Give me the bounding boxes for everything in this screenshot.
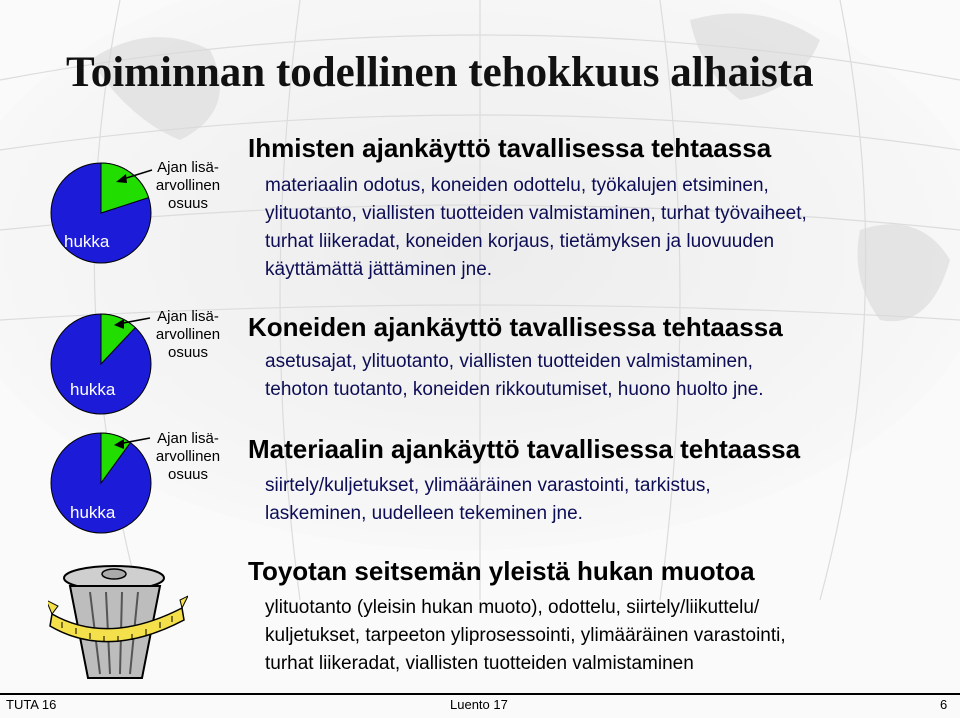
pie-waste-label: hukka — [64, 232, 110, 251]
section-body-materials: siirtely/kuljetukset, ylimääräinen varastointi, tarkistus, laskeminen, uudelleen tekeminen jne. — [265, 475, 711, 524]
section-heading-toyota: Toyotan seitsemän yleistä hukan muotoa — [248, 556, 755, 586]
value-added-callout: Ajan lisä- arvollinen osuus — [155, 159, 221, 212]
section-heading-people: Ihmisten ajankäyttö tavallisessa tehtaassa — [248, 133, 772, 163]
section-heading-materials: Materiaalin ajankäyttö tavallisessa tehtaassa — [248, 434, 801, 464]
value-added-callout: Ajan lisä- arvollinen osuus — [155, 430, 221, 483]
footer-divider — [0, 693, 960, 695]
value-added-callout: Ajan lisä- arvollinen osuus — [155, 308, 221, 361]
footer-page-number: 6 — [940, 697, 948, 712]
pie-waste-label: hukka — [70, 380, 116, 399]
page-title: Toiminnan todellinen tehokkuus alhaista — [66, 49, 814, 96]
footer-lecture: Luento 17 — [450, 697, 508, 712]
callout-arrow — [112, 430, 152, 456]
section-body-toyota: ylituotanto (yleisin hukan muoto), odottelu, siirtely/liikuttelu/ kuljetukset, tarpeeton yliprosessointi, ylimääräinen varastointi, turhat liikeradat, viallisten tuotteiden valmistaminen — [265, 597, 786, 674]
callout-arrow — [112, 310, 152, 336]
section-heading-machines: Koneiden ajankäyttö tavallisessa tehtaassa — [248, 312, 783, 342]
trash-can-icon — [48, 556, 188, 688]
section-body-people: materiaalin odotus, koneiden odottelu, työkalujen etsiminen, ylituotanto, viallisten tuotteiden valmistaminen, turhat työvaiheet, turhat liikeradat, koneiden korjaus, tietämyksen ja luovuuden käyttämättä jättäminen jne. — [265, 175, 807, 280]
pie-waste-label: hukka — [70, 503, 116, 522]
footer-course: TUTA 16 — [6, 697, 57, 712]
section-body-machines: asetusajat, ylituotanto, viallisten tuotteiden valmistaminen, tehoton tuotanto, koneiden rikkoutumiset, huono huolto jne. — [265, 351, 764, 400]
callout-arrow — [114, 160, 154, 186]
